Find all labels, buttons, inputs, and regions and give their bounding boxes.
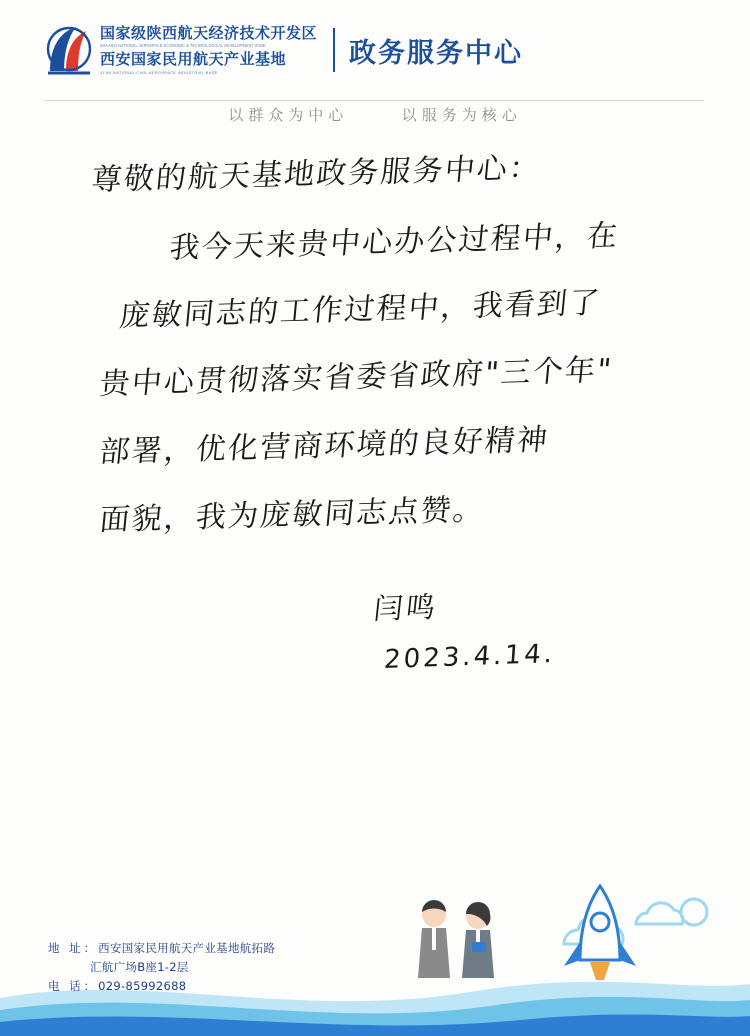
center-title: 政务服务中心	[349, 37, 524, 69]
letter-line-3: 庞敏同志的工作过程中，我看到了	[118, 285, 603, 334]
page-footer	[0, 886, 750, 1036]
logo-line1-pinyin: SHAANXI NATIONAL AEROSPACE ECONOMIC & TECHNOLOGICAL DEVELOPMENT ZONE	[100, 42, 266, 48]
address-row	[48, 939, 275, 958]
logo-text-block	[100, 25, 317, 76]
logo-line2-pinyin: XI'AN NATIONAL CIVIL AEROSPACE INDUSTRIAL BASE	[100, 69, 218, 75]
contact-info	[48, 939, 275, 996]
sail-logo-icon	[46, 25, 92, 77]
phone-label: 电 话：	[48, 979, 99, 993]
slogan-right: 以服务为核心	[401, 106, 522, 124]
address-line2: 汇航广场B座1-2层	[90, 960, 189, 974]
letter-date: 2023.4.14.	[382, 639, 557, 675]
logo-line1: 国家级陕西航天经济技术开发区	[100, 24, 318, 42]
letter-line-4: 贵中心贯彻落实省委省政府"三个年"	[98, 352, 615, 402]
logo-line2: 西安国家民用航天产业基地	[100, 50, 287, 68]
phone-value: 029-85992688	[98, 979, 187, 993]
letter-line-1: 尊敬的航天基地政务服务中心：	[90, 150, 543, 198]
letter-line-2: 我今天来贵中心办公过程中，在	[168, 218, 621, 266]
letter-line-5: 部署，优化营商环境的良好精神	[98, 422, 551, 470]
header-rule	[44, 100, 704, 101]
slogan-bar	[0, 104, 750, 125]
letter-signature: 闫鸣	[372, 589, 440, 626]
handwritten-letter	[74, 145, 674, 725]
phone-row	[48, 977, 275, 996]
slogan-left: 以群众为中心	[228, 106, 349, 124]
letter-line-6: 面貌，我为庞敏同志点赞。	[98, 492, 487, 538]
page-header	[0, 0, 750, 100]
address-label: 地 址：	[48, 941, 99, 955]
header-divider	[333, 28, 335, 72]
address-line1: 西安国家民用航天产业基地航拓路	[98, 941, 276, 955]
